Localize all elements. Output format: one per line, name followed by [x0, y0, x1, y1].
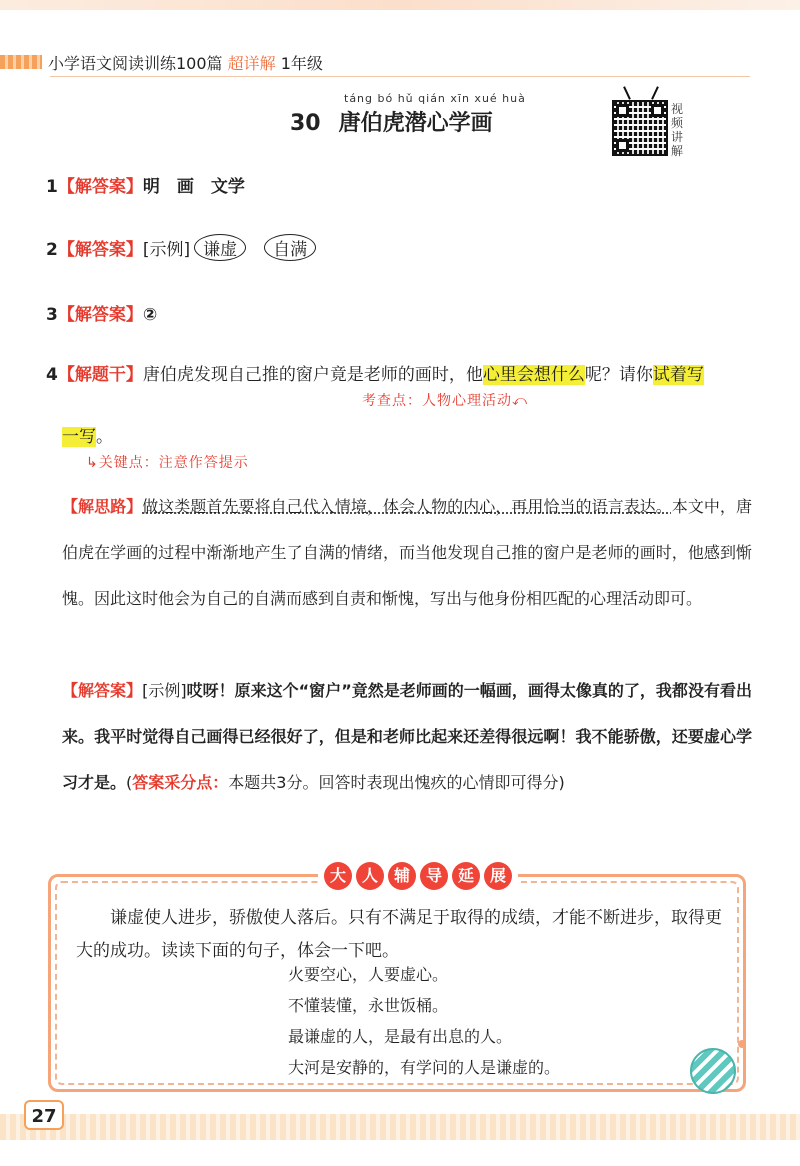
answer-text: 明 画 文学 — [142, 177, 245, 197]
stem-text-a: 唐伯虎发现自己推的窗户竟是老师的画时，他 — [142, 365, 483, 385]
header-stripe — [0, 55, 42, 69]
header-text — [48, 51, 323, 74]
proverb-line: 不懂装懂，永世饭桶。 — [288, 996, 449, 1015]
question-2 — [46, 234, 320, 261]
proverb-line: 火要空心，人要虚心。 — [288, 965, 449, 984]
qr-corner — [651, 104, 664, 117]
book-highlight: 超详解 — [227, 53, 276, 73]
book-title: 小学语文阅读训练100篇 — [48, 53, 223, 73]
answer-tag: 【解答案】 — [57, 305, 143, 325]
decor-dot — [738, 1040, 746, 1048]
example-prefix: [示例] — [142, 681, 187, 700]
note-test-point — [362, 390, 528, 410]
score-tag: 答案采分点： — [132, 773, 229, 792]
top-decor-strip — [0, 0, 800, 10]
highlight-2: 试着写 — [652, 365, 704, 385]
example-prefix: [示例] — [142, 240, 191, 260]
circled-word-2: 自满 — [264, 234, 316, 261]
footer-strip — [0, 1114, 800, 1140]
lesson-title — [290, 106, 493, 137]
score-text: 本题共3分。回答时表现出愧疚的心情即可得分) — [228, 773, 565, 792]
question-number: 4 — [46, 365, 58, 385]
qr-label: 视频讲解 — [671, 102, 684, 158]
score-open: ( — [126, 773, 133, 792]
answer-body: 哎呀！原来这个“窗户”竟然是老师画的一幅画，画得太像真的了，我都没有看出来。我平时觉得自己画得已经很好了，但是和老师比起来还差得很远啊！我不能骄傲，还要虚心学习才是。 — [62, 681, 752, 792]
extension-title — [318, 862, 518, 892]
arrow-icon: ↳ — [86, 455, 99, 471]
qr-code-icon[interactable] — [612, 100, 668, 156]
title-char: 导 — [420, 862, 448, 890]
analysis-rest: 本文中，唐伯虎在学画的过程中渐渐地产生了自满的情绪，而当他发现自己推的窗户是老师的画时，他感到惭愧。因此这时他会为自己的自满而感到自责和惭愧，写出与他身份相匹配的心理活动即可。 — [62, 497, 752, 608]
note-key-point — [86, 452, 249, 472]
proverb-line: 最谦虚的人，是最有出息的人。 — [288, 1027, 513, 1046]
running-header — [0, 50, 323, 74]
qr-corner — [616, 104, 629, 117]
analysis-paragraph — [62, 484, 752, 622]
extension-intro: 谦虚使人进步，骄傲使人落后。只有不满足于取得的成绩，才能不断进步，取得更大的成功。读读下面的句子，体会一下吧。 — [76, 908, 722, 961]
lesson-title-text: 唐伯虎潜心学画 — [338, 111, 493, 136]
qr-antenna-left — [623, 86, 631, 100]
proverb-line: 大河是安静的，有学问的人是谦虚的。 — [288, 1058, 561, 1077]
highlight-1: 心里会想什么 — [482, 365, 585, 385]
arrow-icon: ⤺ — [512, 393, 528, 409]
answer-paragraph — [62, 668, 752, 806]
qr-corner — [616, 139, 629, 152]
question-number: 1 — [46, 177, 58, 197]
question-1 — [46, 172, 245, 197]
answer-tag: 【解答案】 — [57, 240, 143, 260]
question-4 — [46, 360, 704, 385]
answer-tag: 【解答案】 — [57, 177, 143, 197]
title-char: 展 — [484, 862, 512, 890]
answer-tag: 【解答案】 — [62, 681, 143, 700]
title-char: 辅 — [388, 862, 416, 890]
title-pinyin: táng bó hǔ qián xīn xué huà — [344, 92, 526, 105]
stem-text-b: 呢？请你 — [584, 365, 653, 385]
title-char: 大 — [324, 862, 352, 890]
lesson-number: 30 — [290, 111, 321, 136]
title-char: 延 — [452, 862, 480, 890]
decor-ball — [690, 1048, 736, 1094]
question-3 — [46, 300, 157, 325]
grade-label: 1年级 — [280, 53, 323, 73]
qr-antenna-right — [651, 86, 659, 100]
question-number: 3 — [46, 305, 58, 325]
header-divider — [50, 76, 750, 77]
answer-text: ② — [142, 305, 158, 325]
note-key-point-text: 关键点：注意作答提示 — [98, 455, 249, 471]
title-char: 人 — [356, 862, 384, 890]
stem-tag: 【解题干】 — [57, 365, 143, 385]
question-number: 2 — [46, 240, 58, 260]
analysis-tag: 【解思路】 — [62, 497, 143, 516]
circled-word-1: 谦虚 — [194, 234, 246, 261]
highlight-3: 一写 — [62, 427, 96, 447]
note-test-point-text: 考查点：人物心理活动 — [362, 393, 512, 409]
question-4-cont — [62, 422, 113, 447]
analysis-lead: 做这类题首先要将自己代入情境，体会人物的内心，再用恰当的语言表达。 — [142, 497, 672, 516]
page-number: 27 — [24, 1100, 64, 1130]
stem-text-c: 。 — [96, 427, 113, 447]
